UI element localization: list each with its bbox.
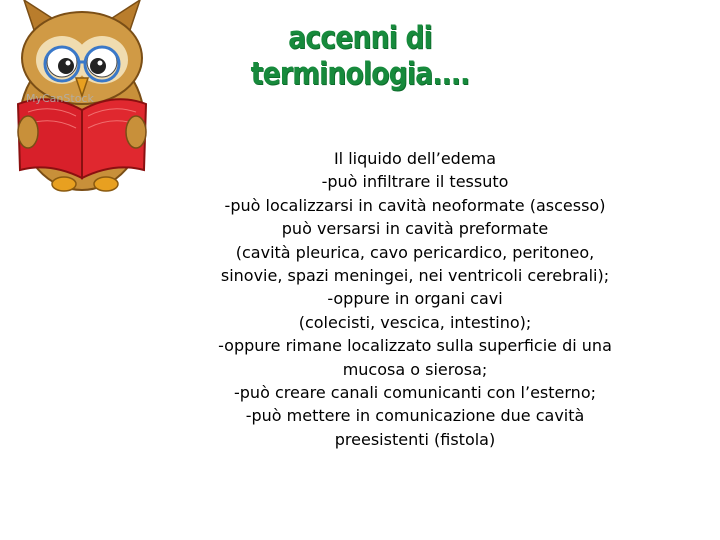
text-line: -oppure in organi cavi bbox=[327, 289, 503, 309]
text-line: sinovie, spazi meningei, nei ventricoli cerebrali); bbox=[220, 266, 610, 286]
body-text bbox=[180, 147, 650, 451]
text-line: preesistenti (fistola) bbox=[334, 429, 496, 449]
text-line: -può mettere in comunicazione due cavità bbox=[245, 406, 585, 426]
text-line: può versarsi in cavità preformate bbox=[281, 219, 549, 239]
owl-reading-book-icon bbox=[6, 0, 158, 196]
text-line: mucosa o sierosa; bbox=[342, 359, 488, 379]
slide-title: accenni di terminologia.... bbox=[250, 20, 470, 92]
text-line: -può creare canali comunicanti con l’esterno; bbox=[234, 383, 596, 403]
text-line: -può infiltrare il tessuto bbox=[321, 172, 509, 192]
text-line: -può localizzarsi in cavità neoformate (ascesso) bbox=[224, 195, 606, 215]
text-line: -oppure rimane localizzato sulla superficie di una bbox=[218, 336, 612, 356]
watermark-text: MyCanStock bbox=[26, 92, 94, 105]
text-line: Il liquido dell’edema bbox=[333, 149, 497, 168]
text-line: (colecisti, vescica, intestino); bbox=[298, 312, 532, 332]
text-line: (cavità pleurica, cavo pericardico, peritoneo, bbox=[235, 242, 595, 262]
